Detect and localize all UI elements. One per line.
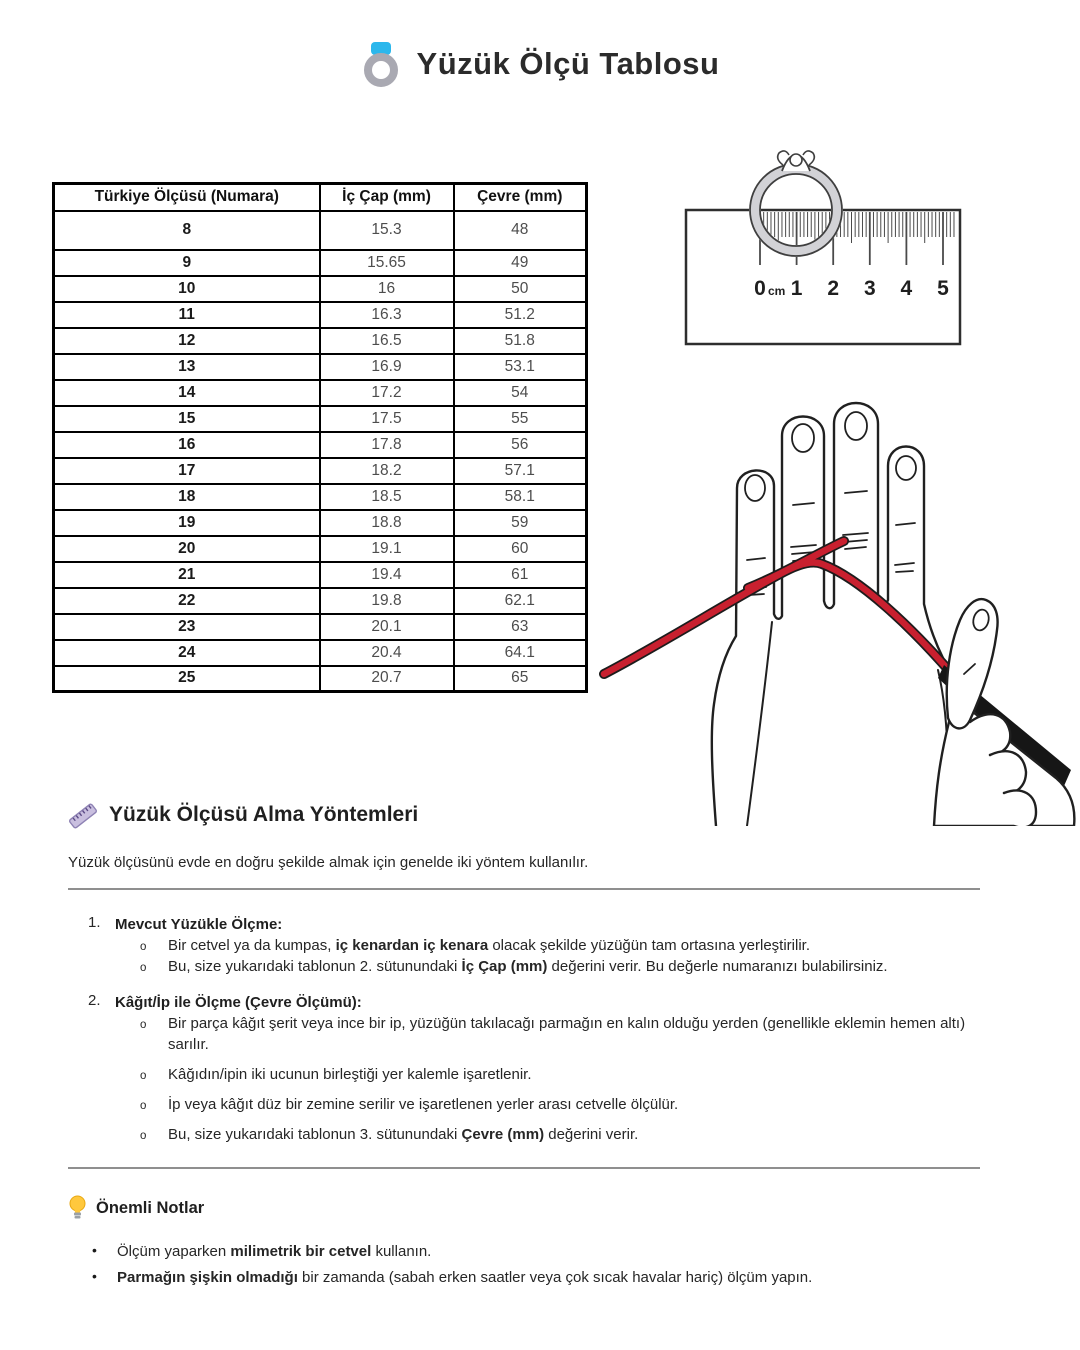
method-bullet: o Bir cetvel ya da kumpas, iç kenardan iç kenara olacak şekilde yüzüğün tam ortasına yerleştirilir. — [115, 935, 980, 956]
table-cell: 18.5 — [320, 484, 454, 510]
ruler-number: 3 — [863, 277, 876, 300]
table-row — [54, 328, 587, 354]
table-cell: 20.7 — [320, 666, 454, 692]
table-cell: 19.1 — [320, 536, 454, 562]
table-row — [54, 562, 587, 588]
table-cell: 17.2 — [320, 380, 454, 406]
ring-size-table-body — [54, 211, 587, 692]
notes-list — [68, 1241, 980, 1288]
table-cell: 54 — [454, 380, 587, 406]
table-cell: 16 — [320, 276, 454, 302]
table-cell: 61 — [454, 562, 587, 588]
table-cell: 16.5 — [320, 328, 454, 354]
bullet-marker: o — [140, 1100, 147, 1112]
table-row — [54, 640, 587, 666]
method-bullet: o Kâğıdın/ipin iki ucunun birleştiği yer kalemle işaretlenir. — [115, 1064, 980, 1085]
table-cell: 15.3 — [320, 211, 454, 250]
table-cell: 56 — [454, 432, 587, 458]
ring-size-table — [52, 182, 588, 693]
table-cell: 11 — [54, 302, 320, 328]
table-row — [54, 276, 587, 302]
table-cell: 15.65 — [320, 250, 454, 276]
ring-size-table-head — [54, 184, 587, 211]
ruler-icon — [68, 800, 98, 830]
table-cell: 19 — [54, 510, 320, 536]
table-cell: 17.8 — [320, 432, 454, 458]
content-area — [68, 800, 980, 1293]
method-bullet: o İp veya kâğıt düz bir zemine serilir ve işaretlenen yerler arası cetvelle ölçülür. — [115, 1094, 980, 1115]
hand-outline — [712, 403, 966, 826]
table-cell: 15 — [54, 406, 320, 432]
ring-icon — [361, 40, 401, 88]
table-cell: 8 — [54, 211, 320, 250]
table-row — [54, 211, 587, 250]
table-cell: 55 — [454, 406, 587, 432]
table-cell: 25 — [54, 666, 320, 692]
table-cell: 18.8 — [320, 510, 454, 536]
table-cell: 49 — [454, 250, 587, 276]
bullet-marker: • — [92, 1268, 97, 1284]
method-number: 1. — [88, 914, 101, 931]
table-cell: 18 — [54, 484, 320, 510]
method-item — [68, 992, 980, 1145]
table-cell: 59 — [454, 510, 587, 536]
methods-intro: Yüzük ölçüsünü evde en doğru şekilde almak için genelde iki yöntem kullanılır. — [68, 854, 589, 871]
table-cell: 20.1 — [320, 614, 454, 640]
table-cell: 57.1 — [454, 458, 587, 484]
bullet-marker: o — [140, 941, 147, 953]
table-cell: 63 — [454, 614, 587, 640]
table-cell: 24 — [54, 640, 320, 666]
table-row — [54, 536, 587, 562]
table-row — [54, 250, 587, 276]
method-number: 2. — [88, 992, 101, 1009]
table-row — [54, 406, 587, 432]
table-row — [54, 510, 587, 536]
method-bullet: o Bir parça kâğıt şerit veya ince bir ip, yüzüğün takılacağı parmağın en kalın olduğu yerden (genellikle eklemin hemen altı) sarılır. — [140, 1015, 966, 1053]
table-cell: 18.2 — [320, 458, 454, 484]
methods-heading-row — [68, 800, 980, 830]
bullet-marker: o — [140, 1070, 147, 1082]
table-cell: 51.8 — [454, 328, 587, 354]
table-row — [54, 380, 587, 406]
bullet-marker: • — [92, 1242, 97, 1258]
table-row — [54, 354, 587, 380]
table-row — [54, 666, 587, 692]
table-cell: 16.3 — [320, 302, 454, 328]
note-bullet: • Parmağın şişkin olmadığı bir zamanda (sabah erken saatler veya çok sıcak havalar hariç) ölçüm yapın. — [92, 1268, 813, 1286]
ring-on-ruler-illustration — [606, 131, 1046, 371]
table-cell: 19.4 — [320, 562, 454, 588]
table-header-cell: İç Çap (mm) — [320, 184, 454, 211]
table-cell: 17 — [54, 458, 320, 484]
divider-top — [68, 888, 980, 890]
page-title-row — [0, 40, 1080, 88]
table-cell: 62.1 — [454, 588, 587, 614]
method-bullet: o Bu, size yukarıdaki tablonun 3. sütunundaki Çevre (mm) değerini verir. — [115, 1124, 980, 1145]
bullet-marker: o — [140, 1019, 147, 1031]
table-cell: 60 — [454, 536, 587, 562]
table-cell: 53.1 — [454, 354, 587, 380]
note-bullet: • Ölçüm yaparken milimetrik bir cetvel kullanın. — [92, 1242, 432, 1260]
method-item — [68, 914, 980, 977]
table-cell: 17.5 — [320, 406, 454, 432]
table-cell: 14 — [54, 380, 320, 406]
table-cell: 23 — [54, 614, 320, 640]
ruler-number: 2 — [827, 277, 840, 300]
page-title: Yüzük Ölçü Tablosu — [416, 46, 720, 81]
method-title: Kâğıt/İp ile Ölçme (Çevre Ölçümü): — [115, 994, 362, 1011]
table-cell: 65 — [454, 666, 587, 692]
table-cell: 48 — [454, 211, 587, 250]
table-cell: 22 — [54, 588, 320, 614]
ruler-unit: cm — [768, 284, 786, 298]
table-cell: 12 — [54, 328, 320, 354]
table-cell: 16 — [54, 432, 320, 458]
table-cell: 9 — [54, 250, 320, 276]
table-cell: 64.1 — [454, 640, 587, 666]
table-cell: 20.4 — [320, 640, 454, 666]
table-header-cell: Türkiye Ölçüsü (Numara) — [54, 184, 320, 211]
table-row — [54, 458, 587, 484]
methods-list — [68, 914, 980, 1145]
table-cell: 51.2 — [454, 302, 587, 328]
ruler-number: 5 — [937, 277, 949, 300]
table-cell: 58.1 — [454, 484, 587, 510]
notes-heading-row — [68, 1195, 980, 1221]
table-cell: 21 — [54, 562, 320, 588]
ruler-number: 1 — [790, 277, 803, 300]
table-row — [54, 614, 587, 640]
method-title: Mevcut Yüzükle Ölçme: — [115, 916, 283, 933]
method-bullet: o Bu, size yukarıdaki tablonun 2. sütunundaki İç Çap (mm) değerini verir. Bu değerle numaranızı bulabilirsiniz. — [115, 956, 980, 977]
table-row — [54, 302, 587, 328]
table-header-cell: Çevre (mm) — [454, 184, 587, 211]
hand-string-illustration — [598, 374, 1080, 826]
table-cell: 19.8 — [320, 588, 454, 614]
table-row — [54, 588, 587, 614]
table-row — [54, 484, 587, 510]
notes-heading: Önemli Notlar — [96, 1198, 205, 1217]
marking-hand — [934, 599, 1074, 826]
table-row — [54, 432, 587, 458]
table-cell: 10 — [54, 276, 320, 302]
lightbulb-icon — [68, 1195, 87, 1221]
ruler-number: 4 — [900, 277, 913, 300]
table-cell: 20 — [54, 536, 320, 562]
bullet-marker: o — [140, 962, 147, 974]
table-cell: 16.9 — [320, 354, 454, 380]
table-cell: 50 — [454, 276, 587, 302]
bullet-marker: o — [140, 1130, 147, 1142]
table-cell: 13 — [54, 354, 320, 380]
methods-heading: Yüzük Ölçüsü Alma Yöntemleri — [109, 803, 419, 826]
ruler-number: 0 — [754, 277, 766, 300]
divider-bottom — [68, 1167, 980, 1169]
